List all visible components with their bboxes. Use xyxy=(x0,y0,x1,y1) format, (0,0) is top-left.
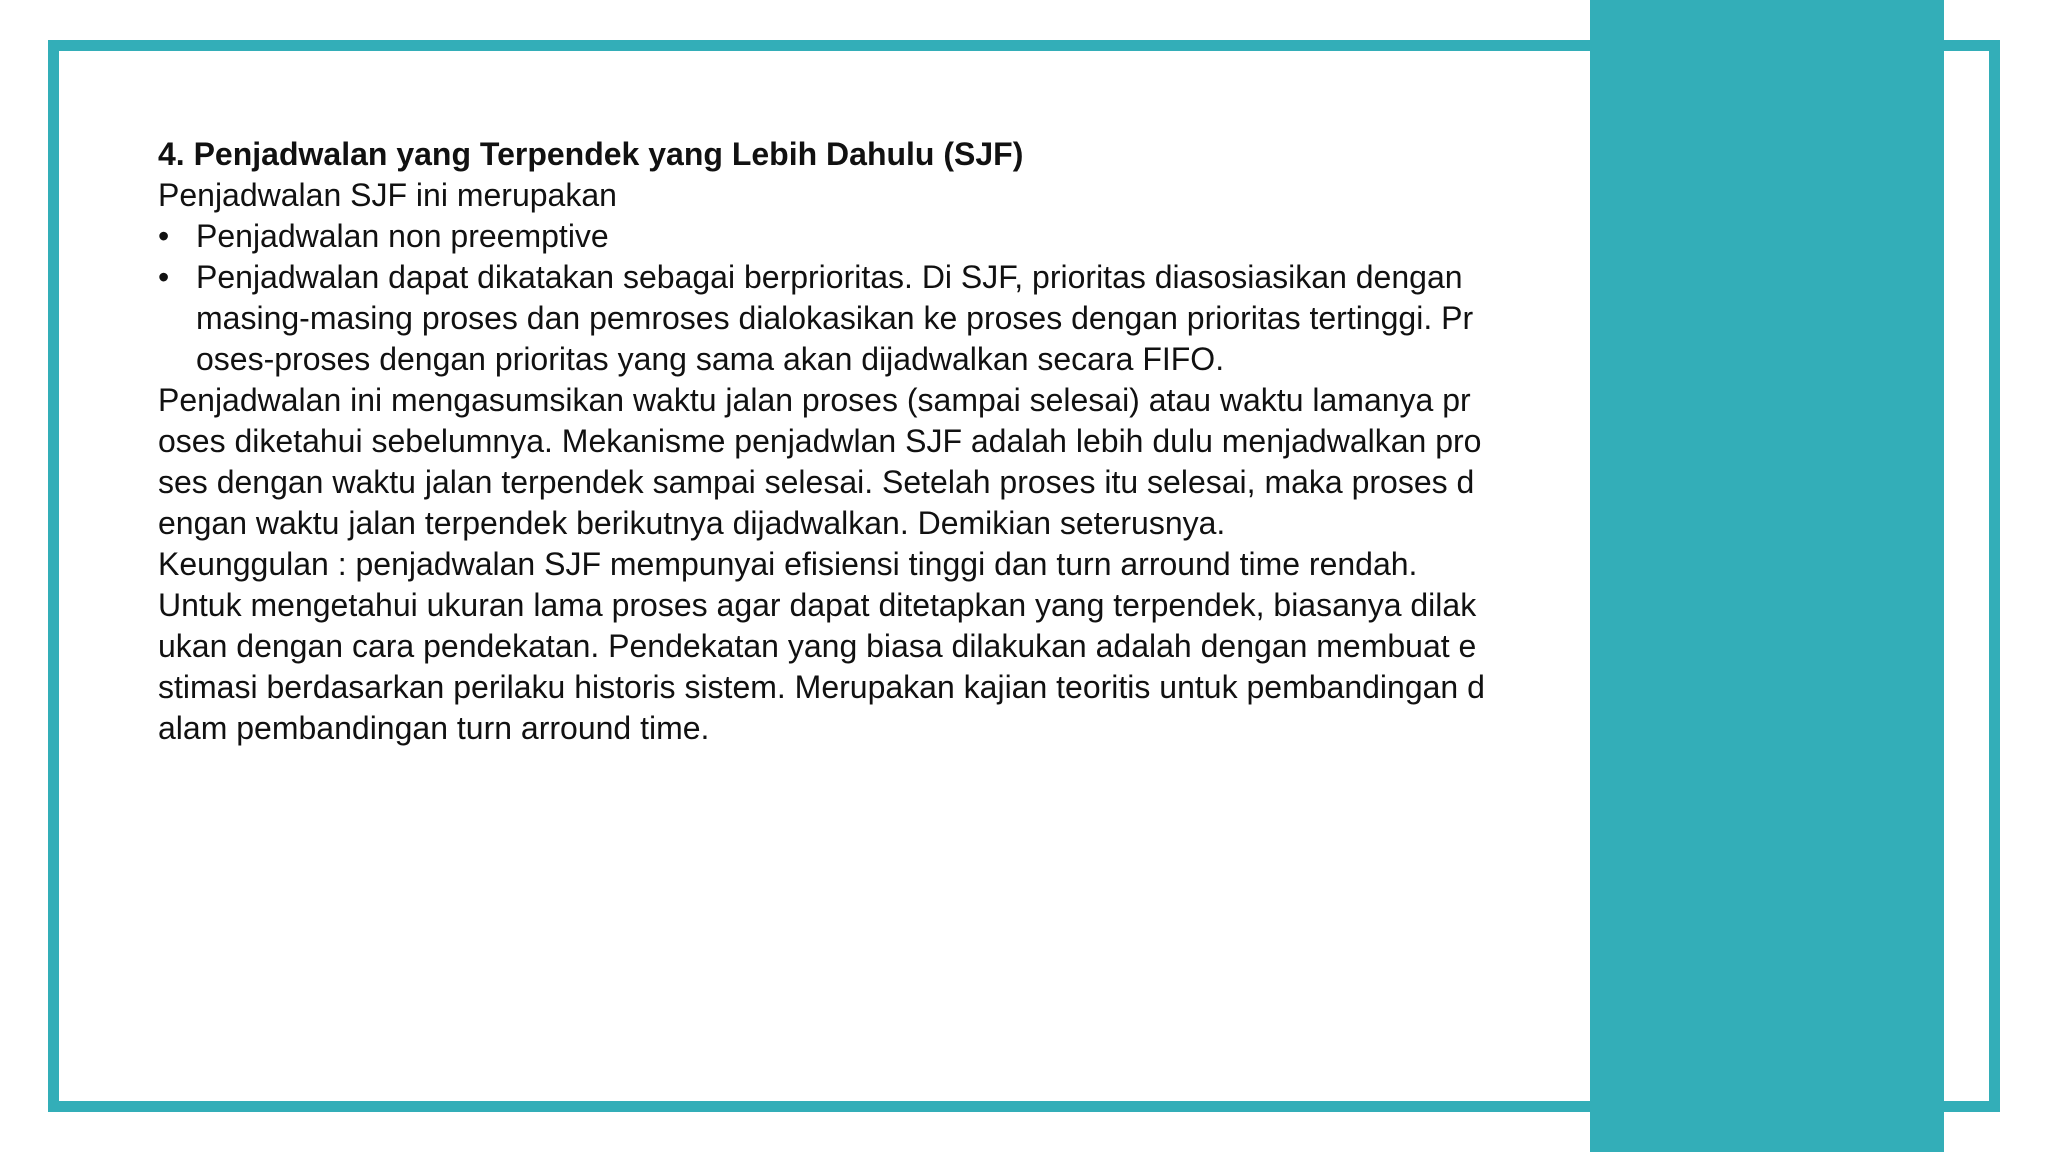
bullet-line: oses-proses dengan prioritas yang sama akan dijadwalkan secara FIFO. xyxy=(196,341,1225,377)
paragraph-line: Penjadwalan ini mengasumsikan waktu jalan proses (sampai selesai) atau waktu lamanya pr xyxy=(158,382,1471,418)
paragraph-line: ses dengan waktu jalan terpendek sampai selesai. Setelah proses itu selesai, maka proses d xyxy=(158,464,1475,500)
paragraph-line: ukan dengan cara pendekatan. Pendekatan yang biasa dilakukan adalah dengan membuat e xyxy=(158,628,1477,664)
paragraph-line: stimasi berdasarkan perilaku historis sistem. Merupakan kajian teoritis untuk pembandingan d xyxy=(158,669,1485,705)
accent-band xyxy=(1590,0,1944,1152)
bullet-item xyxy=(158,216,1578,257)
bullet-line: Penjadwalan non preemptive xyxy=(196,218,609,254)
intro-line: Penjadwalan SJF ini merupakan xyxy=(158,177,617,213)
bullet-dot-icon: • xyxy=(158,259,170,295)
paragraph-line: oses diketahui sebelumnya. Mekanisme penjadwlan SJF adalah lebih dulu menjadwalkan pro xyxy=(158,423,1482,459)
advantage-line: Keunggulan : penjadwalan SJF mempunyai efisiensi tinggi dan turn arround time rendah. xyxy=(158,546,1418,582)
paragraph-line: alam pembandingan turn arround time. xyxy=(158,710,710,746)
paragraph-line: engan waktu jalan terpendek berikutnya dijadwalkan. Demikian seterusnya. xyxy=(158,505,1226,541)
bullet-line: Penjadwalan dapat dikatakan sebagai berprioritas. Di SJF, prioritas diasosiasikan dengan xyxy=(196,259,1463,295)
slide-title: 4. Penjadwalan yang Terpendek yang Lebih Dahulu (SJF) xyxy=(158,136,1024,172)
bullet-item xyxy=(158,257,1578,380)
bullet-dot-icon: • xyxy=(158,218,170,254)
slide-content xyxy=(158,134,1578,749)
bullet-line: masing-masing proses dan pemroses dialokasikan ke proses dengan prioritas tertinggi. Pr xyxy=(196,300,1474,336)
paragraph-line: Untuk mengetahui ukuran lama proses agar dapat ditetapkan yang terpendek, biasanya dilak xyxy=(158,587,1477,623)
